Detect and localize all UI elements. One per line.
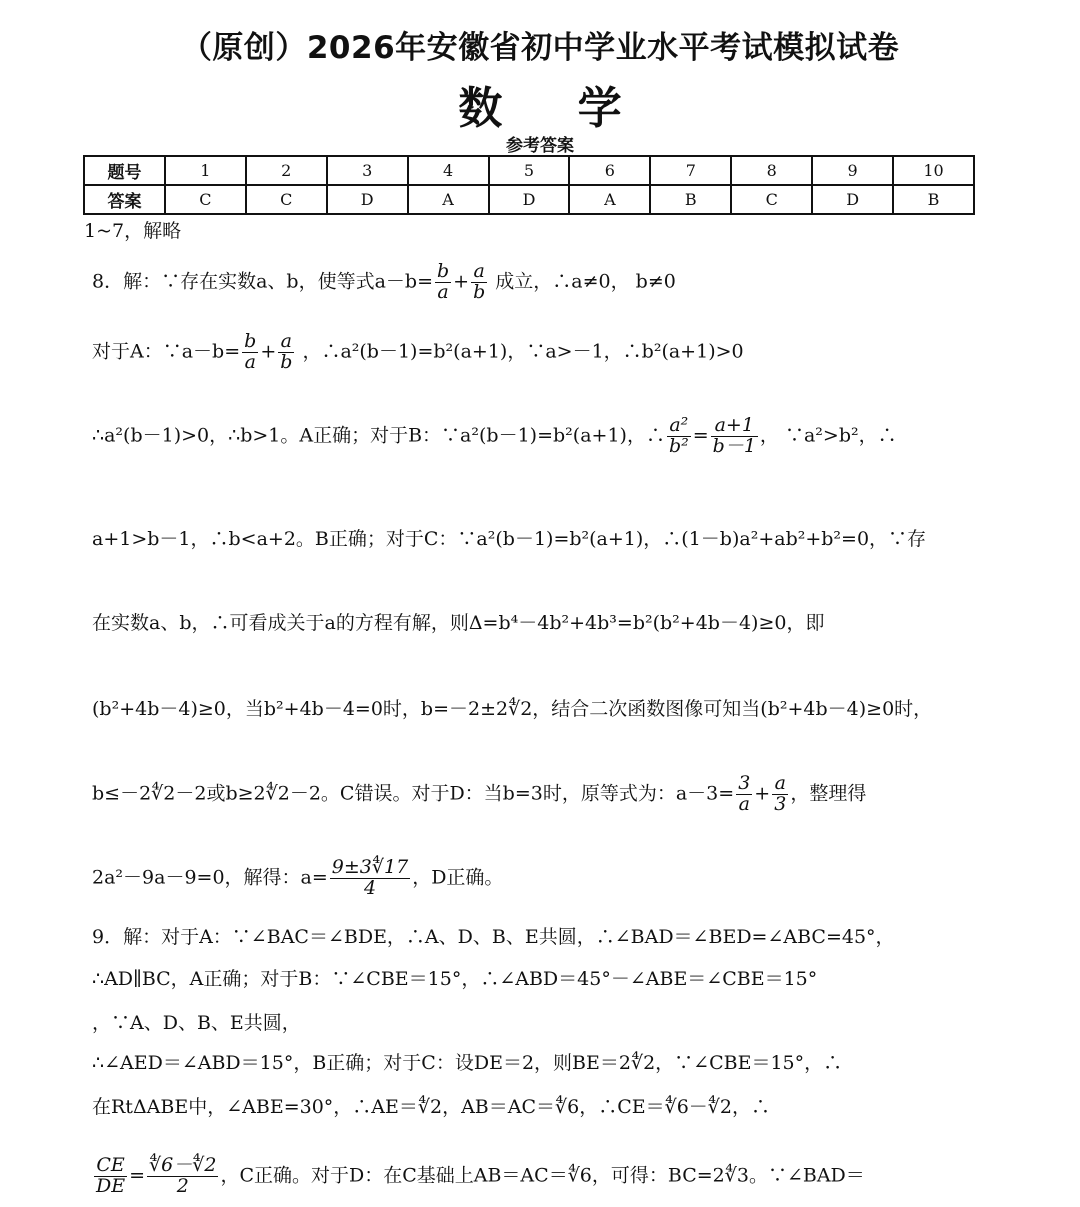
question-number: 5 <box>489 156 570 185</box>
question-number: 1 <box>165 156 246 185</box>
denominator: 4 <box>363 876 377 899</box>
question-number: 6 <box>569 156 650 185</box>
solution-line <box>92 1156 865 1197</box>
solution-line: ∴AD∥BC，A正确；对于B：∵∠CBE＝15°，∴∠ABD＝45°－∠ABE＝∠CBE＝15° <box>92 968 818 990</box>
question-number: 9 <box>812 156 893 185</box>
solution-text: ，D正确。 <box>412 866 504 889</box>
solution-text: 成立，∴a≠0， b≠0 <box>489 270 676 293</box>
question-number: 4 <box>408 156 489 185</box>
question-number: 8 <box>731 156 812 185</box>
numerator: a+1 <box>711 416 758 437</box>
answer-cell: B <box>650 185 731 214</box>
numerator: 9±3∜17 <box>331 856 409 878</box>
solution-text: 8．解：∵存在实数a、b，使等式a－b= <box>92 270 433 293</box>
denominator: a <box>738 792 750 815</box>
denominator: 2 <box>176 1174 189 1197</box>
fraction <box>330 858 410 899</box>
denominator: b <box>473 280 486 303</box>
answer-cell: D <box>812 185 893 214</box>
operator: = <box>129 1164 146 1187</box>
denominator: 3 <box>774 792 787 815</box>
fraction <box>772 774 788 815</box>
solution-line: 1~7，解略 <box>84 220 182 242</box>
operator: + <box>260 340 277 363</box>
question-number-row <box>84 156 974 185</box>
answer-cell: B <box>893 185 974 214</box>
operator: = <box>692 424 709 447</box>
solution-line: a+1>b－1，∴b<a+2。B正确；对于C：∵a²(b－1)=b²(a+1)，∴(1－b)a²+ab²+b²=0，∵存 <box>92 528 927 550</box>
answer-cell: C <box>246 185 327 214</box>
question-number: 3 <box>327 156 408 185</box>
solution-text: ，∴a²(b－1)=b²(a+1)，∵a>－1，∴b²(a+1)>0 <box>296 340 744 363</box>
solution-line: ∴∠AED＝∠ABD＝15°，B正确；对于C：设DE＝2，则BE＝2∜2，∵∠CBE＝15°，∴ <box>92 1052 843 1074</box>
answer-row <box>84 185 974 214</box>
numerator: a² <box>667 416 691 437</box>
solution-line <box>92 416 897 457</box>
solution-line <box>92 858 503 899</box>
solution-text: ，C正确。对于D：在C基础上AB＝AC＝∜6，可得：BC=2∜3。∵∠BAD＝ <box>220 1164 865 1187</box>
denominator: b² <box>668 434 689 457</box>
question-number: 10 <box>893 156 974 185</box>
solution-text: ， ∵a²>b²，∴ <box>759 424 897 447</box>
solution-line: 在实数a、b，∴可看成关于a的方程有解，则Δ=b⁴－4b²+4b³=b²(b²+4b－4)≥0，即 <box>92 612 825 634</box>
solution-line <box>92 332 744 373</box>
answer-key-heading: 参考答案 <box>506 136 574 156</box>
solution-text: 对于A：∵a－b= <box>92 340 241 363</box>
solution-line: (b²+4b－4)≥0，当b²+4b－4=0时，b=－2±2∜2，结合二次函数图像可知当(b²+4b－4)≥0时， <box>92 698 933 720</box>
fraction <box>736 774 752 815</box>
solution-line: 9．解：对于A：∵∠BAC＝∠BDE，∴A、D、B、E共圆，∴∠BAD＝∠BED=∠ABC=45°， <box>92 926 895 948</box>
fraction <box>711 416 758 457</box>
operator: + <box>754 782 771 805</box>
fraction <box>94 1156 127 1197</box>
solution-text: 2a²－9a－9=0，解得：a= <box>92 866 328 889</box>
fraction <box>147 1156 218 1197</box>
answer-table <box>83 155 975 215</box>
row-label-answer: 答案 <box>84 185 165 214</box>
solution-line: 在RtΔABE中，∠ABE=30°，∴AE＝∜2，AB＝AC＝∜6，∴CE＝∜6－∜2，∴ <box>92 1096 771 1118</box>
exam-title: （原创）2026年安徽省初中学业水平考试模拟试卷 <box>180 30 900 66</box>
question-number: 7 <box>650 156 731 185</box>
answer-cell: A <box>408 185 489 214</box>
answer-cell: C <box>165 185 246 214</box>
question-number: 2 <box>246 156 327 185</box>
answer-cell: A <box>569 185 650 214</box>
denominator: a <box>437 280 449 303</box>
numerator: b <box>244 330 257 352</box>
numerator: 3 <box>738 772 751 794</box>
solution-line: ，∵A、D、B、E共圆， <box>92 1012 301 1034</box>
answer-cell: D <box>327 185 408 214</box>
numerator: ∜6－∜2 <box>149 1154 217 1176</box>
solution-text: ∴a²(b－1)>0，∴b>1。A正确；对于B：∵a²(b－1)=b²(a+1)，∴ <box>92 424 665 447</box>
solution-text: b≤－2∜2－2或b≥2∜2－2。C错误。对于D：当b=3时，原等式为：a－3= <box>92 782 735 805</box>
numerator: a <box>471 262 487 283</box>
subject-title: 数 学 <box>458 83 622 134</box>
solution-line <box>92 262 676 303</box>
numerator: a <box>772 774 788 795</box>
denominator: DE <box>96 1174 126 1197</box>
denominator: b－1 <box>712 434 756 457</box>
numerator: b <box>437 260 450 282</box>
solution-line <box>92 774 866 815</box>
fraction <box>667 416 691 457</box>
numerator: a <box>278 332 294 353</box>
answer-cell: C <box>731 185 812 214</box>
solution-text: ，整理得 <box>790 782 867 805</box>
denominator: a <box>244 350 256 373</box>
fraction <box>471 262 487 303</box>
fraction <box>435 262 451 303</box>
numerator: CE <box>94 1156 127 1177</box>
operator: + <box>453 270 470 293</box>
row-label-question: 题号 <box>84 156 165 185</box>
answer-cell: D <box>489 185 570 214</box>
fraction <box>278 332 294 373</box>
denominator: b <box>280 350 293 373</box>
fraction <box>242 332 258 373</box>
